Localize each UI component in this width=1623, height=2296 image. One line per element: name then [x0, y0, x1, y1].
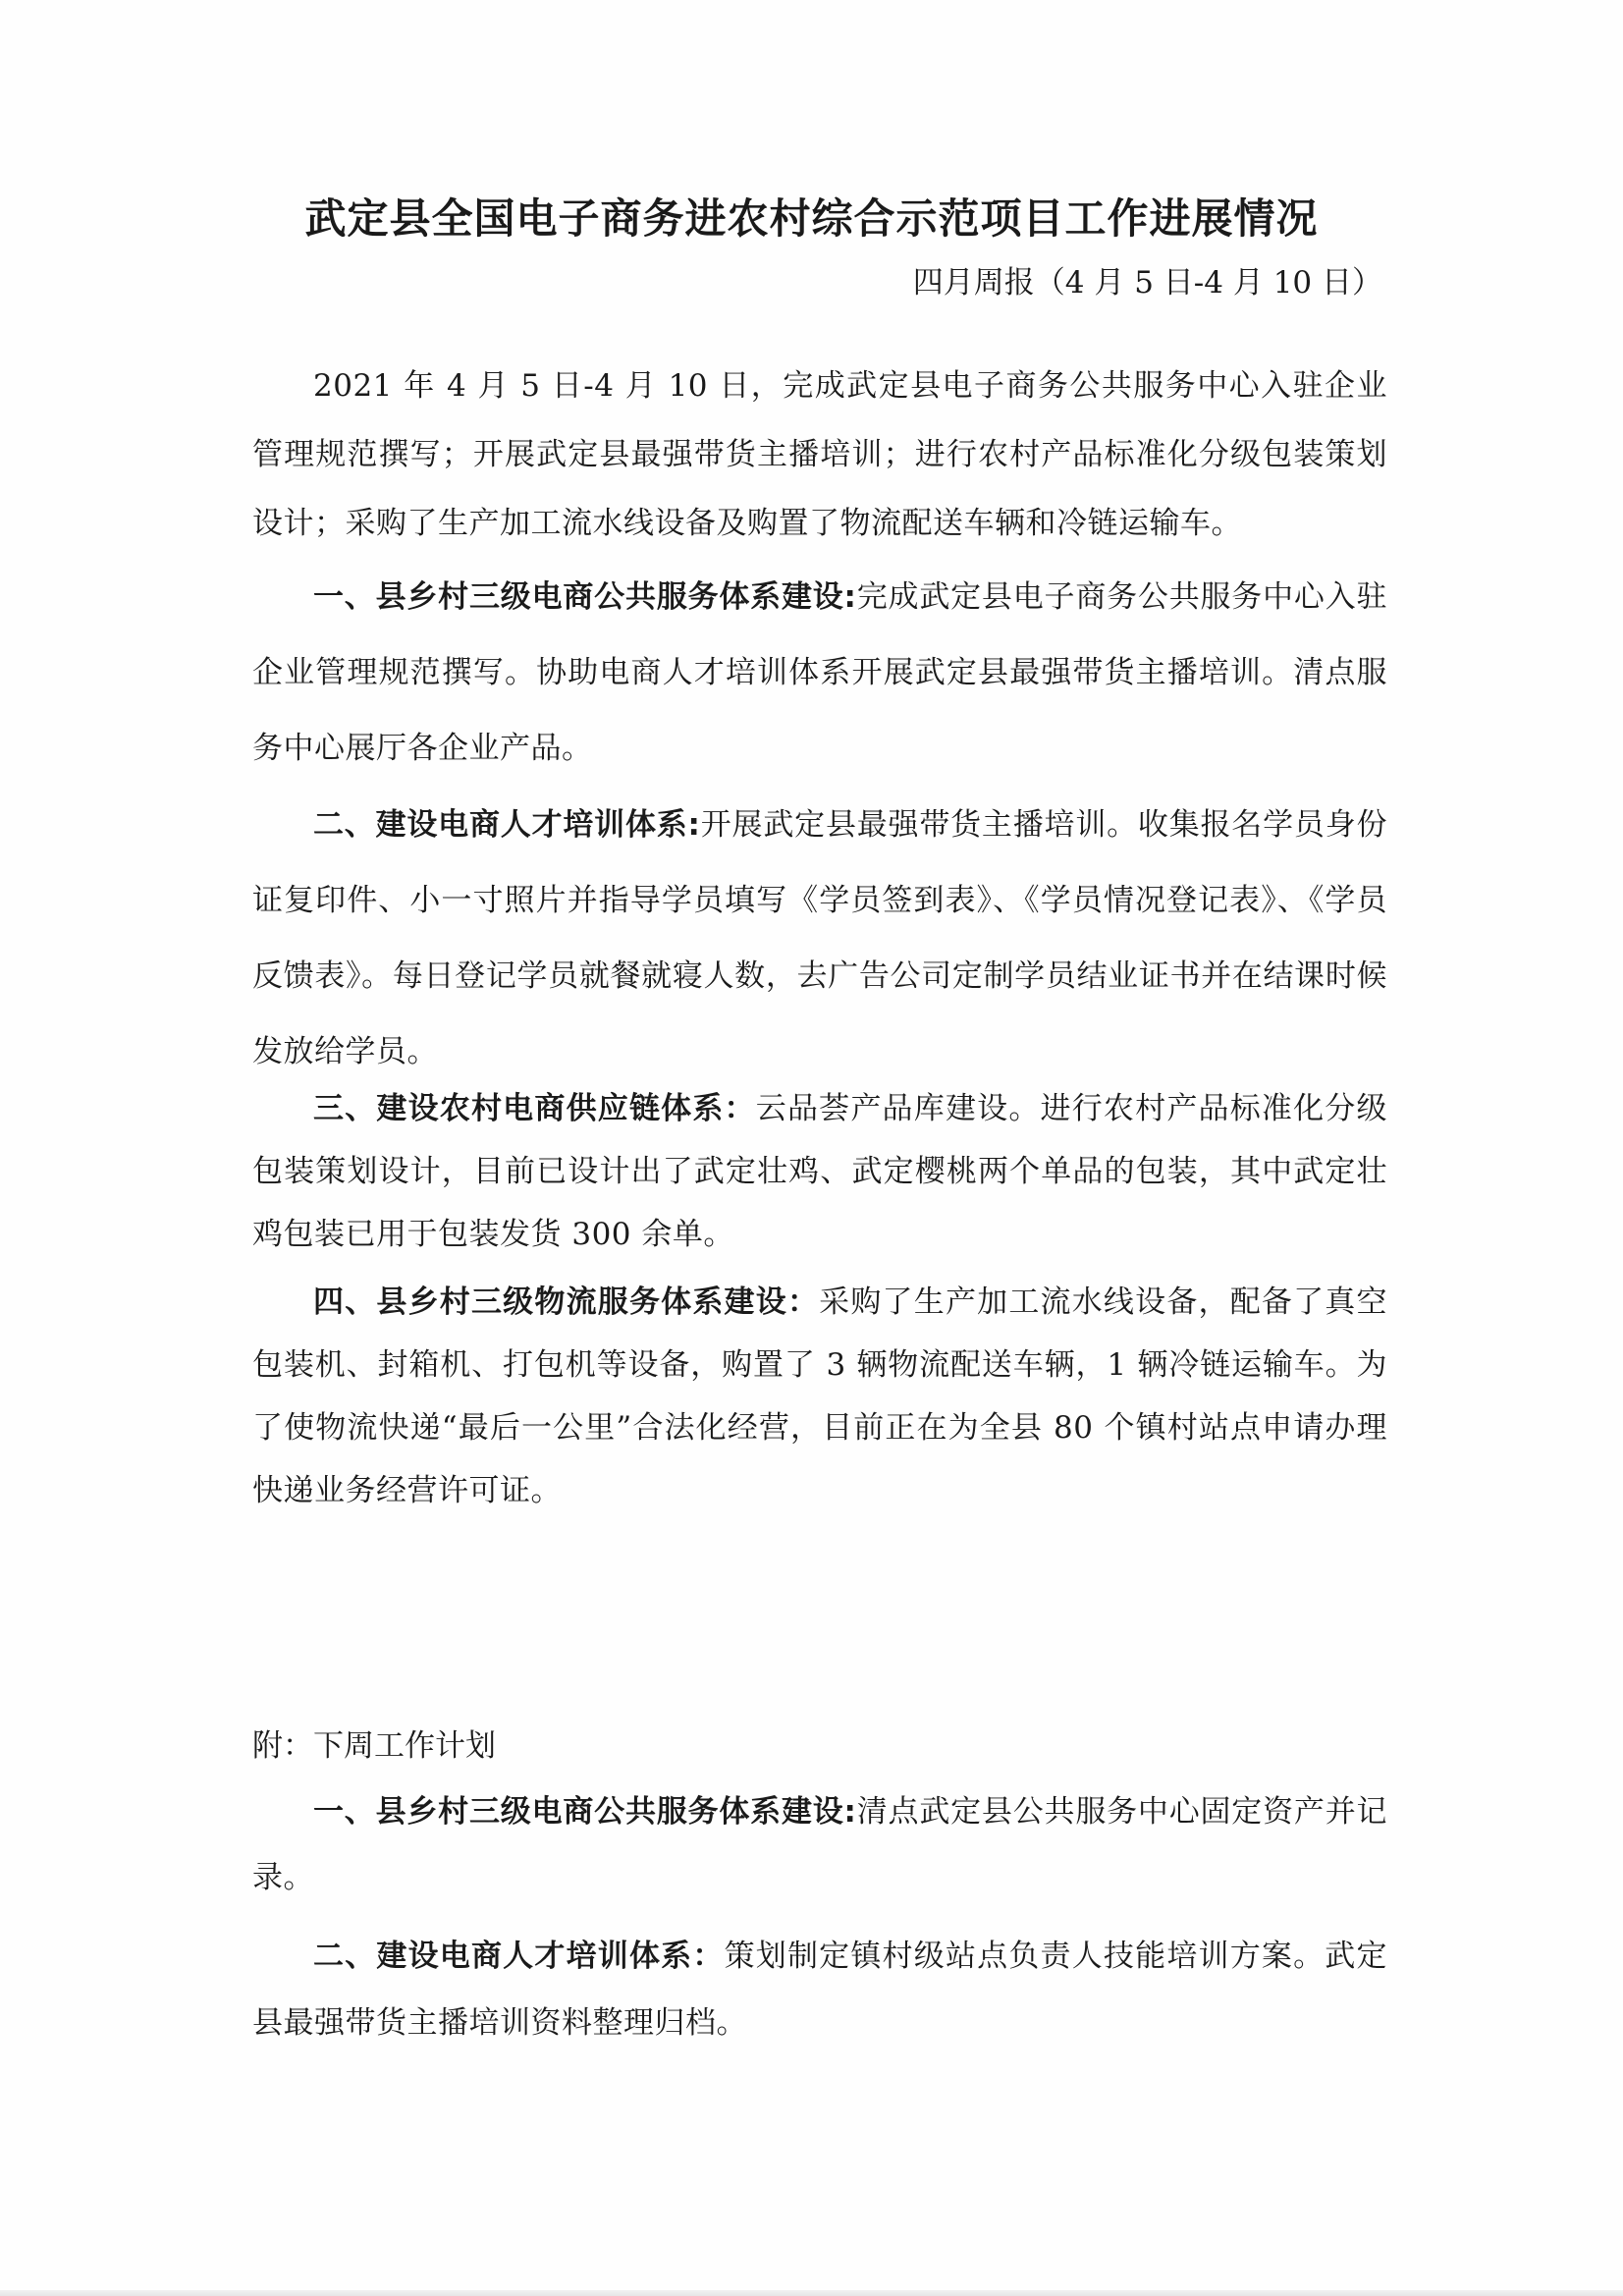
document-title: 武定县全国电子商务进农村综合示范项目工作进展情况	[304, 194, 1319, 243]
section-paragraph-1	[252, 560, 1387, 787]
appendix-label: 附：下周工作计划	[252, 1728, 496, 1764]
section-paragraph-2	[252, 788, 1387, 1090]
section-paragraph-4	[252, 1271, 1387, 1522]
intro-paragraph: 2021 年 4 月 5 日-4 月 10 日，完成武定县电子商务公共服务中心入驻企业管理规范撰写；开展武定县最强带货主播培训；进行农村产品标准化分级包装策划设计；采购了生产加工流水线设备及购置了物流配送车辆和冷链运输车。	[252, 368, 1387, 541]
section-text-4: 采购了生产加工流水线设备，配备了真空包装机、封箱机、打包机等设备，购置了 3 辆物流配送车辆，1 辆冷链运输车。为了使物流快递“最后一公里”合法化经营，目前正在为全县 80 个镇村站点申请办理快递业务经营许可证。	[252, 1285, 1388, 1508]
plan-text-1: 清点武定县公共服务中心固定资产并记录。	[252, 1794, 1387, 1895]
section-text-3: 云品荟产品库建设。进行农村产品标准化分级包装策划设计，目前已设计出了武定壮鸡、武定樱桃两个单品的包装，其中武定壮鸡包装已用于包装发货 300 余单。	[252, 1091, 1388, 1252]
section-heading-4: 四、县乡村三级物流服务体系建设：	[313, 1285, 820, 1320]
plan-heading-2: 二、建设电商人才培训体系：	[313, 1939, 725, 1974]
section-heading-3: 三、建设农村电商供应链体系：	[313, 1091, 756, 1126]
plan-paragraph-1	[252, 1779, 1387, 1911]
section-paragraph-3	[252, 1077, 1387, 1266]
scan-edge	[0, 2290, 1623, 2296]
section-heading-1: 一、县乡村三级电商公共服务体系建设:	[313, 579, 857, 615]
section-heading-2: 二、建设电商人才培训体系:	[313, 807, 701, 843]
document-subtitle: 四月周报（4 月 5 日-4 月 10 日）	[912, 265, 1382, 301]
section-text-2: 开展武定县最强带货主播培训。收集报名学员身份证复印件、小一寸照片并指导学员填写《学员签到表》、《学员情况登记表》、《学员反馈表》。每日登记学员就餐就寝人数，去广告公司定制学员结业证书并在结课时候发放给学员。	[252, 807, 1387, 1069]
plan-paragraph-2	[252, 1923, 1387, 2056]
plan-text-2: 策划制定镇村级站点负责人技能培训方案。武定县最强带货主播培训资料整理归档。	[252, 1939, 1387, 2041]
plan-heading-1: 一、县乡村三级电商公共服务体系建设:	[313, 1794, 857, 1830]
section-text-1: 完成武定县电子商务公共服务中心入驻企业管理规范撰写。协助电商人才培训体系开展武定县最强带货主播培训。清点服务中心展厅各企业产品。	[252, 579, 1387, 766]
